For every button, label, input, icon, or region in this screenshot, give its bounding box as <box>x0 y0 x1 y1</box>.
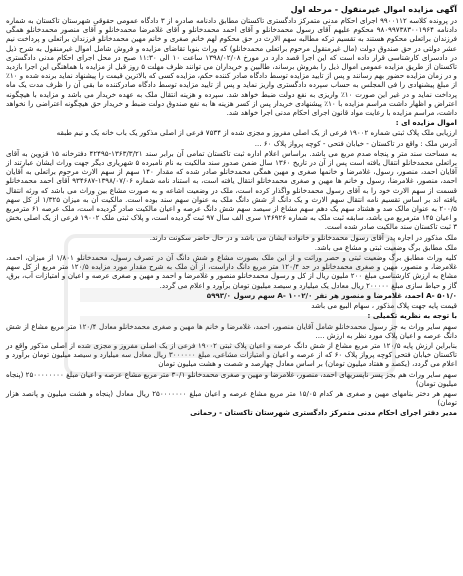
pay-body-4: سهم هر دختر بنامهای مهین و صغری هر کدام ۱۵/۰۵ متر مربع مشاع عرصه و اعیان مبلغ ۲۵۰۰۰۰۰۰۰ ریال معادل (پنجاه و هشت میلیون و پانصد هزار تومان) <box>6 388 457 408</box>
pay-heading: با توجه به نظریه تکمیلی : <box>367 311 457 321</box>
notice-intro: در پرونده کلاسه ۹۹۰۰۱۱۲ اجرای احکام مدنی متمرکز دادگستری تاکستان مطابق دادنامه صادره از ۳ دادگاه عمومی حقوقی شهرستان تاکستان به شماره دادنامه ۹۸۰۹۹۷۳۸۳۰۰۱۹۶۴ محکوم علیهم آقای رسول محمدخانلو و آقای احمد محمدخانلو و آقای غلامرضا محمدخانلو و آقای منصور محمدخانلو همگی فرزندان براتعلی محکوم هستند به تقسیم ترکه مطالبه سهم الارث در حق محکوم لهم خانم صغری و خانم مهین محمدخانلو فرزندان براتعلی و پرداخت نیم عشر دولتی در حق صندوق دولت (مال غیرمنقول مرحوم براتعلی محمدخانلو) که وراث بنوبا تقاضای مزایده و فروش شامل اموال غیرمنقول به شرح ذیل در دادسرای کارشناسی قرار داده است که این اجرا قصد دارد در مورخ ۱۳۹۸/۰۲/۰۸ ساعت ۱۰ الی ۱۱:۳۰ صبح در محل اجرای احکام مدنی دادگستری تاکستان از طریق مزایده عمومی اموال ذیل را بفروش برساند، طالبین و خریداران می توانند ظرف مهلت ۵ روز قبل از مزایده با هماهنگی این اجرا بازدید و در زمان مزایده حضور بهم رسانند و پس از تایید مزایده توسط دادگاه صادر کننده حکم، مزایده کسی که بالاترین قیمت را پیشنهاد نماید برنده شده و ۱۰٪ از مبلغ پیشنهادی را فی المجلس به حساب سپرده دادگستری واریز نماید و پس از تایید مزایده توسط دادگاه صادرکننده ما بقی آن را ظرف مدت یک ماه پرداخت نماید و در غیر این صورت ۱۰٪ واریزی به نفع دولت ضبط خواهد شد. سپرده و هزینه انتقال ملک به عهده خریدار می باشد و مزایده با هیچگونه اعتراض و اظهار داشت مراسم مزایده با ۱۰٪ پیشنهادی خریدار پس از کسر هزینه ها به نفع صندوق دولت ضبط و خریدار حق هیچگونه اعتراضی را نخواهد داشت، مراسم مزایده با رعایت مواد قانون اجرای احکام مدنی اجرا خواهد شد. <box>6 16 458 118</box>
pay-body-2: بنابراین ارزش پایه ۱۲۰/۵ متر مربع مشاع از شش دانگ عرصه و اعیان پلاک ثبتی ۱۹۰۰۲ فرعی از یک اصلی مفروز و مجزی شده از اصلی مذکور واقع در تاکستان خیابان فتحی کوچه پرواز پلاک ۶۰ که از عرصه و اعیان و امتیازات مشاعی، مبلغ ۳۰۰۰۰۰۰ ریال معادل سه میلیارد و سیصد میلیون تومان برآورد و اعلام می گردد، (یکصد و هفتاد میلیون تومان) بر اساس معادل چهارصد و شصت و هشت میلیون تومان <box>6 340 458 369</box>
item1-heading: ارزیابی ملک پلاک ثبتی شماره ۱۹۰۰۲ فرعی از یک اصلی مفروز و مجزی شده از ۷۵۳۴ فرعی از اصلی مذکور یک باب خانه یک و نیم طبقه <box>56 128 457 138</box>
signature-line: مدیر دفتر اجرای احکام مدنی متمرکز دادگستری شهرستان تاکستان - رحمانی <box>190 408 457 418</box>
item1-body: به مساحت سند متر و پنجاه صدم مربع می باشد. براساس اعلام اداره ثبت تاکستان تمامی آن برابر سند ۱۳۶۳/۳/۲۱-۴۲۴۹۵ دفترخانه ۱۵ قزوین به آقای براتعلی محمدخانلو انتقال یافته است پس از آن در تاریخ ۱۳۶۰ سال ضمن صدور سند مالکیت به نام نامبرده ۵ شهریاری دیگر جهت وراث ایشان عبارتند از آقایان احمد، منصور، رسول، غلامرضا و خانمها صغری و مهین همگی محمدخانلو صادر شده که مقدار ۱۴۰ سهم از سهم الارث مرحوم براتعلی به آقایان احمد، منصور، غلامرضا، رسول و خانم ها مهین و صغری محمدخانلو انتقال یافته است، به استناد نامه شماره ۱۳۹۸/۰۷/۰۶-۹۳۴۶۸۷ آقای احمد محمدخانلو قسمت از سهم الارث خود را به آقای رسول محمدخانلو واگذار کرده است، ملک در وضعیت اشاعه و به صورت مشاع بین وراث می باشد که ورثه انتقال یافته اند بر اساس تقسیم نامه انتقال سهم الارث و یک دانگ از شش دانگ ملک به عنوان سهم سند بوده است. مالکیت آن به میزان ۱/۳۲۵ از کل سهم ۲۰۰/۵ به عنوان مالک صد و هشتاد سهم یک دهم سهم مشاع از سیصد سهم شش دانگ عرصه و اعیان مالکیت صادر گردیده است، ملک عرصه ۶۱ مترمربع و اعیان ۱۴۵ مترمربع می باشد، سابقه ثبت ملک به شماره ۱۴۶۹۲۶ سری الف سال ۹۷ ثبت گردیده است، و پلاک ثبتی ملک ۱۹۰۰۲ فرعی از یک اصلی بخش ۳ ثبت تاکستان سند مالکیت صادر شده است. <box>6 148 457 232</box>
pay-body-3: سهم سایر وراث هم بجز پسر ناپسریهای احمد، منصور، غلامرضا و مهین و صغری محمدخانلو ۳۰/۱ متر مربع مشاع عرصه و اعیان مبلغ ۲۵۰۰۰۰۰۰۰۰ (پنجاه میلیون تومان) <box>6 369 457 388</box>
item3-heading: ملک مطابق برگ وضعیت ثبتی و مشاع می باشد. <box>314 242 457 252</box>
pay-body-1: سهم سایر وراث به جز رسول محمدخانلو شامل آقایان منصور، احمد، غلامرضا و خانم ها مهین و صغری محمدخانلو معادل ۱۲۰/۴ متر مربع مشاع از شش دانگ عرصه و اعیان پلاک مورد نظر به ارزش .... <box>6 321 457 340</box>
item2-heading: ملک مذکور در اجاره پدر آقای رسول محمدخانلو و خانواده ایشان می باشد و در حال حاضر سکونت دارند. <box>149 232 457 242</box>
bid-heading: قیمت پایه جهت پلاک مذکور ، سهام البیع می باشد <box>311 301 457 311</box>
notice-title: آگهی مزایده اموال غیرمنقول - مرحله اول <box>290 5 457 14</box>
item1-address: آدرس ملک : واقع در تاکستان - خیابان فتحی - کوچه پرواز پلاک ۶۰ ... <box>254 138 457 148</box>
lot-a: ۵۰۱/۰ -A احمد، غلامرضا و منصور هر نفر ۱۰۰۲/۰ -A سهم رسول ۵۹۹۳/۰ <box>206 290 457 300</box>
section-heading: اموال مزایده ای : <box>395 118 457 128</box>
item3-body: کلیه وراث مطابق برگ وضعیت ثبتی و حصر وراثت و از این ملک بصورت مشاع و شش دانگ آن در تصرف رسول، محمدخانلو ۱/۸۰۱ از میزان، احمد، غلامرضا، و منصور، مهین و صغری محمدخانلو در حد ۱۲۰/۴ متر مربع دانگ داراست، از آن ملک به شرح مقدار مورد مزایده ۱۲۰/۵ متر مربع از کل سهم مشاع به ارزش کارشناسی مبلغ ۲۰۰ ملیون ریال از کل و رسول محمدخانلو منصور و غلامرضا و احمد و مهین و صغری عرصه و اعیان و امتیازات آب، برق، گاز و حیاط سازی مبلغ ۲۰۰۰۰۰ ریال معادل یک میلیارد و سیصد میلیون تومان برآورد و اعلام می گردد. <box>6 253 458 290</box>
